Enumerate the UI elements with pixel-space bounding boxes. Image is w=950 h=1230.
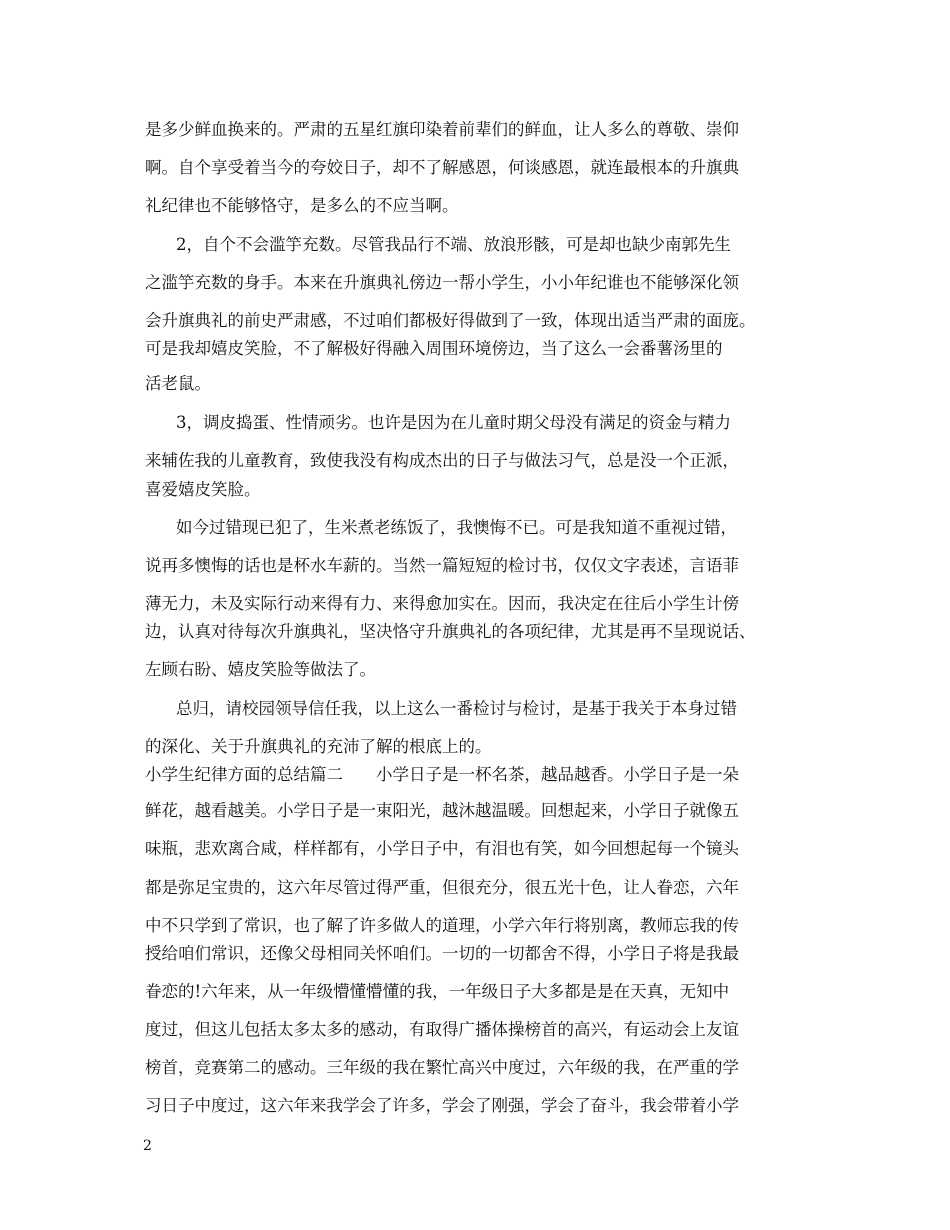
text-line: 2，自个不会滥竽充数。尽管我品行不端、放浪形骸，可是却也缺少南郭先生 <box>176 235 731 254</box>
text-line: 榜首，竞赛第二的感动。三年级的我在繁忙高兴中度过，六年级的我，在严重的学 <box>145 1058 739 1077</box>
text-line: 来辅佐我的儿童教育，致使我没有构成杰出的日子与做法习气，总是没一个正派， <box>145 451 739 470</box>
text-line: 左顾右盼、嬉皮笑脸等做法了。 <box>145 660 376 679</box>
text-line: 3，调皮捣蛋、性情顽劣。也许是因为在儿童时期父母没有满足的资金与精力 <box>176 413 731 432</box>
text-line: 啊。自个享受着当今的夸姣日子，却不了解感恩，何谈感恩，就连最根本的升旗典 <box>145 158 739 177</box>
text-line: 边，认真对待每次升旗典礼，坚决恪守升旗典礼的各项纪律，尤其是再不呈现说话、 <box>145 622 756 641</box>
text-line: 之滥竽充数的身手。本来在升旗典礼傍边一帮小学生，小小年纪谁也不能够深化领 <box>145 273 739 292</box>
text-line: 说再多懊悔的话也是杯水车薪的。当然一篇短短的检讨书，仅仅文字表述，言语菲 <box>145 556 739 575</box>
text-line: 都是弥足宝贵的，这六年尽管过得严重，但很充分，很五光十色，让人眷恋，六年 <box>145 878 739 897</box>
text-line: 是多少鲜血换来的。严肃的五星红旗印染着前辈们的鲜血，让人多么的尊敬、崇仰 <box>145 120 739 139</box>
text-line: 总归，请校园领导信任我，以上这么一番检讨与检讨，是基于我关于本身过错 <box>176 699 737 718</box>
text-line: 眷恋的!六年来，从一年级懵懂懵懂的我，一年级日子大多都是是在天真，无知中 <box>145 982 730 1001</box>
text-line: 味瓶，悲欢离合咸，样样都有，小学日子中，有泪也有笑，如今回想起每一个镜头 <box>145 839 739 858</box>
text-line: 度过，但这儿包括太多太多的感动，有取得广播体操榜首的高兴，有运动会上友谊 <box>145 1020 739 1039</box>
text-line: 鲜花，越看越美。小学日子是一束阳光，越沐越温暖。回想起来，小学日子就像五 <box>145 801 739 820</box>
text-line: 小学生纪律方面的总结篇二 小学日子是一杯名茶，越品越香。小学日子是一朵 <box>145 765 739 784</box>
text-line: 活老鼠。 <box>145 374 211 393</box>
text-line: 礼纪律也不能够恪守，是多么的不应当啊。 <box>145 196 459 215</box>
text-line: 授给咱们常识，还像父母相同关怀咱们。一切的一切都舍不得，小学日子将是我最 <box>145 944 739 963</box>
text-line: 喜爱嬉皮笑脸。 <box>145 480 261 499</box>
text-line: 习日子中度过，这六年来我学会了许多，学会了刚强，学会了奋斗，我会带着小学 <box>145 1096 739 1115</box>
page-number: 2 <box>143 1138 152 1154</box>
text-line: 会升旗典礼的前史严肃感，不过咱们都极好得做到了一致，体现出适当严肃的面庞。 <box>145 311 756 330</box>
text-line: 中不只学到了常识，也了解了许多做人的道理，小学六年行将别离，教师忘我的传 <box>145 916 739 935</box>
text-line: 薄无力，未及实际行动来得有力、来得愈加实在。因而，我决定在往后小学生计傍 <box>145 594 739 613</box>
text-line: 可是我却嬉皮笑脸，不了解极好得融入周围环境傍边，当了这么一会番薯汤里的 <box>145 339 723 358</box>
text-line: 如今过错现已犯了，生米煮老练饭了，我懊悔不已。可是我知道不重视过错， <box>176 518 737 537</box>
text-line: 的深化、关于升旗典礼的充沛了解的根底上的。 <box>145 737 492 756</box>
